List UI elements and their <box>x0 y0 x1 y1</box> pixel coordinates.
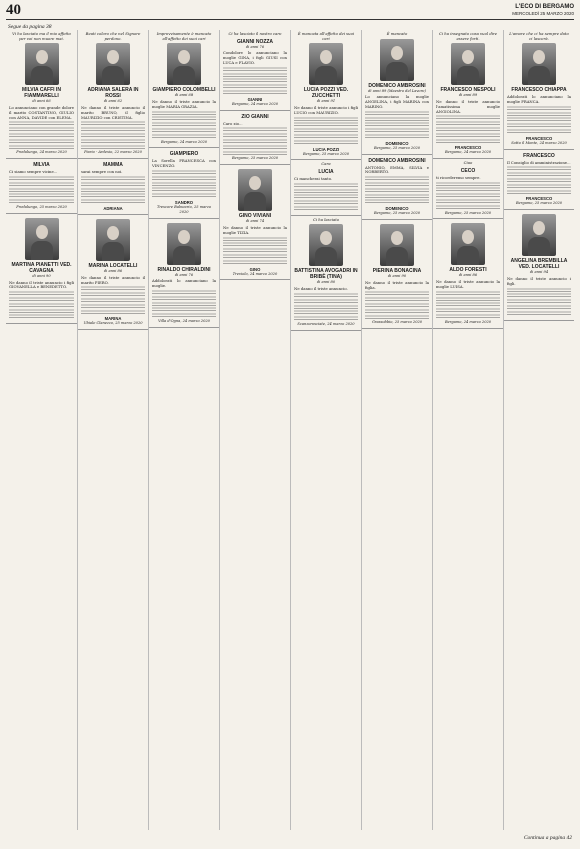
text-lines <box>436 193 500 198</box>
notice-intro: Ci ha lasciato il nostro caro <box>228 31 282 36</box>
notice-text: Addolorati lo annunciano la moglie FRANCA. <box>507 94 571 104</box>
deceased-name: DOMENICO AMBROSINI <box>368 82 426 89</box>
text-lines <box>365 291 429 296</box>
text-lines <box>365 111 429 116</box>
text-lines <box>365 188 429 193</box>
deceased-name: GINO VIVIANI <box>238 213 272 220</box>
text-lines <box>294 140 358 145</box>
notice-text: Ne danno il triste annuncio il marito BRUNO, il figlio MAURIZIO con CRISTINA. <box>81 104 145 120</box>
text-lines <box>223 139 287 144</box>
text-lines <box>294 183 358 188</box>
notice-place-date: Ubiale Clanezzo, 25 marzo 2020 <box>83 321 143 326</box>
text-lines <box>507 190 571 195</box>
deceased-name: GIAMPIERO <box>169 151 199 158</box>
notice-signature: SANDRO <box>174 199 194 205</box>
obituary-column <box>148 30 219 830</box>
text-lines <box>9 127 74 132</box>
text-lines <box>365 122 429 127</box>
page-header <box>6 4 574 20</box>
notice-intro: È mancata all'affetto dei suoi cari <box>297 31 355 41</box>
text-lines <box>81 121 145 126</box>
portrait-photo <box>309 43 343 85</box>
notice-signature: FRANCESCO <box>454 145 482 151</box>
notice-text: sarai sempre con noi. <box>81 169 123 175</box>
notice-place-date: Bergamo, 24 marzo 2020 <box>444 150 492 155</box>
newspaper-name: L'ECO DI BERGAMO <box>515 4 574 10</box>
deceased-name: DOMENICO AMBROSINI <box>368 157 426 164</box>
portrait-photo <box>96 219 130 261</box>
portrait-photo <box>451 43 485 85</box>
text-lines <box>294 134 358 139</box>
notice-place-date: Predalungo, 25 marzo 2020 <box>16 204 67 209</box>
deceased-name: MARTINA PIANETTI VED. CAVAGNA <box>11 261 72 274</box>
text-lines <box>9 182 74 187</box>
text-lines <box>223 254 287 259</box>
notice-intro: È mancato <box>386 31 408 36</box>
text-lines <box>294 293 358 298</box>
text-lines <box>81 145 145 150</box>
obituary-notice <box>291 30 361 160</box>
notice-signature: ADRIANA <box>103 205 123 211</box>
text-lines <box>9 199 74 204</box>
obituary-notice <box>362 30 432 155</box>
notice-place-date: Scanzorosciate, 24 marzo 2020 <box>297 321 355 326</box>
obituary-column <box>219 30 290 830</box>
obituary-notice <box>433 159 503 219</box>
text-lines <box>436 291 500 296</box>
notice-text: Ci mancherai tanto. <box>294 175 333 181</box>
text-lines <box>294 305 358 310</box>
notice-text: Ne danno il triste annuncio la figlia. <box>365 279 429 290</box>
notice-intro: Improvvisamente è mancato all'affetto dei suoi cari <box>156 31 212 41</box>
notice-place-date: Bergamo, 25 marzo 2020 <box>231 156 279 161</box>
text-lines <box>294 128 358 133</box>
text-lines <box>152 116 216 121</box>
obituary-notice <box>362 155 432 220</box>
text-lines <box>507 299 571 304</box>
deceased-age: di anni 90 <box>32 273 51 278</box>
notice-text: Addolorati lo annunciano la moglie. <box>152 278 216 289</box>
portrait-photo <box>309 224 343 266</box>
text-lines <box>152 170 216 175</box>
text-lines <box>81 298 145 303</box>
obituary-notice <box>220 30 290 111</box>
notice-intro: L'amore che ci ha sempre dato ci lascerà. <box>509 31 569 41</box>
notice-place-date: Bergamo, 25 marzo 2020 <box>515 201 563 206</box>
text-lines <box>152 187 216 192</box>
deceased-age: di anni 74 <box>245 219 265 224</box>
notice-signature: DOMENICO <box>385 206 409 212</box>
deceased-age: di anni 89 <box>458 93 478 98</box>
text-lines <box>365 134 429 139</box>
notice-intro: Beati coloro che nel Signore perdono. <box>85 31 141 41</box>
text-lines <box>294 206 358 211</box>
text-lines <box>152 313 216 318</box>
text-lines <box>223 78 287 83</box>
notice-text: Ne danno il triste annuncio la moglie MARIA GRAZIA. <box>152 98 216 109</box>
deceased-name: ALDO FORESTI <box>449 267 487 274</box>
obituary-notice <box>220 165 290 280</box>
obituary-notice <box>149 30 219 148</box>
text-lines <box>81 304 145 309</box>
notice-text: ANTONIO, EMMA, SILVIA e NORBERTO. <box>365 164 429 175</box>
text-lines <box>81 188 145 193</box>
text-lines <box>9 303 74 308</box>
notice-place-date: Bergamo, 24 marzo 2020 <box>231 101 279 106</box>
notice-text: Ne danno il triste annuncio i figli LUCIO con MAURIZIO. <box>294 104 358 115</box>
text-lines <box>223 133 287 138</box>
deceased-name: BATTISTINA AVOGADRI IN BRIBÈ (TINA) <box>294 268 358 281</box>
text-lines <box>81 133 145 138</box>
notice-text: Ne danno il triste annuncio i figli GIOVANELLA e BENEDETTO. <box>9 279 74 290</box>
portrait-photo <box>25 43 59 85</box>
text-lines <box>436 121 500 126</box>
text-lines <box>436 187 500 192</box>
notice-place-date: Villa d'Ogna, 24 marzo 2020 <box>158 318 210 323</box>
text-lines <box>223 260 287 265</box>
obituary-notice <box>291 160 361 215</box>
notice-place-date: Grassobbio, 25 marzo 2020 <box>371 320 423 325</box>
deceased-name: ADRIANA SALERA IN ROSSI <box>87 87 139 100</box>
notice-signature: GIANNI <box>247 96 263 102</box>
obituary-notice <box>504 210 574 320</box>
text-lines <box>365 194 429 199</box>
deceased-age: di anni 80 <box>316 280 336 285</box>
text-lines <box>294 189 358 194</box>
text-lines <box>152 176 216 181</box>
notice-place-date: Trescore Balneario, 25 marzo 2020 <box>156 204 212 214</box>
deceased-age: di anni 86 <box>103 268 123 273</box>
text-lines <box>152 307 216 312</box>
text-lines <box>507 123 571 128</box>
text-lines <box>507 305 571 310</box>
text-lines <box>223 237 287 242</box>
portrait-photo <box>451 223 485 265</box>
text-lines <box>436 205 500 210</box>
text-lines <box>507 311 571 316</box>
text-lines <box>152 296 216 301</box>
portrait-photo <box>96 43 130 85</box>
obituary-column <box>6 30 77 830</box>
text-lines <box>223 242 287 247</box>
text-lines <box>507 178 571 183</box>
deceased-age: di anni 62 <box>103 99 123 104</box>
notice-text: Ne danno il triste annuncio l'amatissima moglie ANGIOLINA. <box>436 98 500 114</box>
text-lines <box>507 293 571 298</box>
notice-text: Ne danno il triste annuncio il marito PIERO. <box>81 274 145 285</box>
text-lines <box>436 182 500 187</box>
text-lines <box>365 315 429 320</box>
text-lines <box>507 129 571 134</box>
text-lines <box>9 139 74 144</box>
notice-text: Caro zio... <box>223 120 243 126</box>
text-lines <box>9 309 74 314</box>
notice-text: Il Consiglio di amministrazione... <box>507 159 571 165</box>
text-lines <box>436 199 500 204</box>
text-lines <box>9 188 74 193</box>
text-lines <box>294 200 358 205</box>
obituary-notice <box>78 215 148 330</box>
notice-signature: GINO <box>249 266 261 272</box>
text-lines <box>294 122 358 127</box>
obituary-column <box>432 30 503 830</box>
notice-text: Ne danno il triste annuncio i figli. <box>507 275 571 286</box>
notice-text: Ci siamo sempre vicine... <box>9 169 58 175</box>
deceased-name: RINALDO CHIRALDINI <box>157 266 211 273</box>
text-lines <box>152 182 216 187</box>
deceased-name: MILVIA <box>33 162 50 169</box>
obituary-notice <box>433 30 503 159</box>
notice-place-date: Treviolo, 24 marzo 2020 <box>232 271 278 276</box>
deceased-age: di anni 94 <box>529 270 549 275</box>
deceased-age: di anni 86 <box>458 273 478 278</box>
deceased-name: ANGELINA BREMBILLA VED. LOCATELLI <box>510 258 568 271</box>
notice-intro: Ciao <box>463 160 473 166</box>
text-lines <box>365 117 429 122</box>
text-lines <box>365 128 429 133</box>
text-lines <box>223 90 287 95</box>
notice-intro: Ci ha insegnato cosa vuol dire essere forti. <box>438 31 498 41</box>
text-lines <box>152 128 216 133</box>
obituary-column <box>361 30 432 830</box>
text-lines <box>365 309 429 314</box>
notice-place-date: Bergamo, 25 marzo 2020 <box>373 211 421 216</box>
text-lines <box>436 133 500 138</box>
text-lines <box>507 106 571 111</box>
text-lines <box>436 115 500 120</box>
notice-place-date: Bergamo, 25 marzo 2020 <box>373 145 421 150</box>
text-lines <box>436 308 500 313</box>
notice-text: Ne danno il triste annuncio. <box>294 286 348 292</box>
notice-intro: Cara <box>321 161 331 167</box>
notice-signature: FRANCESCO <box>525 135 553 141</box>
obituary-notice <box>6 214 77 324</box>
text-lines <box>9 176 74 181</box>
portrait-photo <box>238 169 272 211</box>
notice-text: Lo annunciano la moglie ANGELINA, i figli MARINA con MARINO. <box>365 94 429 109</box>
portrait-photo <box>522 214 556 256</box>
notice-signature: FRANCESCO <box>525 196 553 202</box>
text-lines <box>294 316 358 321</box>
notice-text: Ne danno il triste annuncio la moglie LUISA. <box>436 279 500 289</box>
notice-place-date: Bergamo, 24 marzo 2020 <box>444 319 492 324</box>
notice-text: La Sorella FRANCESCA con VINCENZO. <box>152 158 216 169</box>
deceased-name: MARINA LOCATELLI <box>88 262 138 269</box>
text-lines <box>436 302 500 307</box>
obituary-notice <box>6 159 77 214</box>
text-lines <box>9 291 74 296</box>
text-lines <box>9 133 74 138</box>
obituary-column <box>77 30 148 830</box>
text-lines <box>9 297 74 302</box>
text-lines <box>81 127 145 132</box>
text-lines <box>81 182 145 187</box>
deceased-age: di anni 76 <box>174 272 194 277</box>
deceased-name: FRANCESCO <box>523 152 555 159</box>
obituary-column <box>503 30 574 830</box>
notice-signature: DOMENICO <box>385 140 409 146</box>
text-lines <box>9 145 74 150</box>
obituary-notice <box>149 148 219 218</box>
notice-place-date: Bergamo, 25 marzo 2020 <box>302 151 350 156</box>
text-lines <box>223 151 287 156</box>
text-lines <box>365 297 429 302</box>
text-lines <box>9 314 74 319</box>
text-lines <box>507 166 571 171</box>
page-number: 40 <box>6 2 21 18</box>
continued-from-label: Segue da pagina 38 <box>8 24 52 30</box>
deceased-name: LUCIA POZZI VED. ZUCCHETTI <box>303 87 349 100</box>
obituary-notice <box>78 30 148 159</box>
text-lines <box>152 193 216 198</box>
deceased-age: di anni 91 <box>316 99 336 104</box>
deceased-name: FRANCESCO NESPOLI <box>440 87 496 94</box>
obituary-notice <box>6 30 77 159</box>
notice-signature: LUCIA POZZI <box>312 146 340 152</box>
deceased-name: GIAMPIERO COLOMBELLI <box>152 87 216 94</box>
text-lines <box>223 127 287 132</box>
text-lines <box>365 303 429 308</box>
deceased-name: PIERINA BONACINA <box>372 267 422 274</box>
deceased-name: ZIO GIANNI <box>241 113 269 120</box>
obituary-notice <box>504 30 574 150</box>
text-lines <box>436 127 500 132</box>
text-lines <box>9 193 74 198</box>
portrait-photo <box>167 223 201 265</box>
obituary-notice <box>291 216 361 331</box>
text-lines <box>436 139 500 144</box>
text-lines <box>507 117 571 122</box>
obituary-notice <box>433 219 503 328</box>
deceased-name: CECO <box>460 167 476 174</box>
text-lines <box>294 117 358 122</box>
deceased-age: di anni 89 (Maestro del Lavoro) <box>368 88 426 93</box>
text-lines <box>81 176 145 181</box>
obituary-notice <box>504 150 574 211</box>
obituary-notice <box>362 220 432 329</box>
notice-place-date: Predalungo, 24 marzo 2020 <box>16 150 67 155</box>
text-lines <box>436 297 500 302</box>
text-lines <box>81 286 145 291</box>
text-lines <box>152 134 216 139</box>
deceased-age: di anni 68 <box>174 93 194 98</box>
portrait-photo <box>25 218 59 260</box>
text-lines <box>223 73 287 78</box>
obituary-notice <box>220 111 290 166</box>
deceased-name: MILVIA CAFFI IN FIAMMARELLI <box>22 87 61 100</box>
text-lines <box>365 176 429 181</box>
portrait-photo <box>380 224 414 266</box>
text-lines <box>152 111 216 116</box>
notice-text: Ne danno il triste annuncio la moglie TIZIA. <box>223 224 287 235</box>
text-lines <box>507 184 571 189</box>
deceased-name: GIANNI NOZZA <box>236 38 274 45</box>
text-lines <box>152 290 216 295</box>
text-lines <box>223 248 287 253</box>
deceased-name: MAMMA <box>103 162 123 169</box>
notice-place-date: Sotto il Monte, 24 marzo 2020 <box>511 140 567 145</box>
text-lines <box>365 199 429 204</box>
notice-intro: Ci ha lasciato <box>312 216 340 222</box>
text-lines <box>223 67 287 72</box>
notice-place-date: Piario - Ardesio, 22 marzo 2020 <box>84 150 142 155</box>
text-lines <box>507 112 571 117</box>
text-lines <box>152 122 216 127</box>
portrait-photo <box>167 43 201 85</box>
text-lines <box>507 172 571 177</box>
obituary-notice <box>78 159 148 215</box>
text-lines <box>436 314 500 319</box>
obituary-column <box>290 30 361 830</box>
notice-text: Condolore lo annunciano la moglie GINA, i figli GIUSI con LUCA e FLAVIO. <box>223 50 287 65</box>
text-lines <box>223 145 287 150</box>
portrait-photo <box>380 39 414 81</box>
text-lines <box>81 193 145 198</box>
notice-text: ti ricorderemo sempre. <box>436 174 481 180</box>
deceased-name: LUCIA <box>318 168 334 175</box>
notice-signature: MARINA <box>104 316 122 322</box>
text-lines <box>223 84 287 89</box>
text-lines <box>81 292 145 297</box>
text-lines <box>507 288 571 293</box>
text-lines <box>9 121 74 126</box>
notice-place-date: Bergamo, 24 marzo 2020 <box>160 139 208 144</box>
text-lines <box>81 139 145 144</box>
deceased-age: di anni 90 <box>387 273 407 278</box>
text-lines <box>294 299 358 304</box>
notice-text: Lo annunciano con grande dolore il marito COSTANTINO, GIULIO con ANNA, DAVIDE con ELENA. <box>9 104 74 120</box>
deceased-age: di anni 66 <box>32 99 51 104</box>
text-lines <box>81 310 145 315</box>
portrait-photo <box>522 43 556 85</box>
issue-date: MERCOLEDÌ 25 MARZO 2020 <box>512 11 574 16</box>
notice-intro: Vi ho lasciato ma il mio affetto per voi non muore mai. <box>12 31 71 41</box>
notice-place-date: Bergamo, 25 marzo 2020 <box>444 210 492 215</box>
continued-on-label: Continua a pagina 42 <box>523 835 572 841</box>
text-lines <box>294 310 358 315</box>
obituary-notice <box>149 219 219 328</box>
text-lines <box>81 199 145 204</box>
text-lines <box>294 194 358 199</box>
text-lines <box>152 302 216 307</box>
deceased-name: FRANCESCO CHIAPPA <box>511 87 567 94</box>
deceased-age: di anni 76 <box>245 44 265 49</box>
text-lines <box>365 182 429 187</box>
